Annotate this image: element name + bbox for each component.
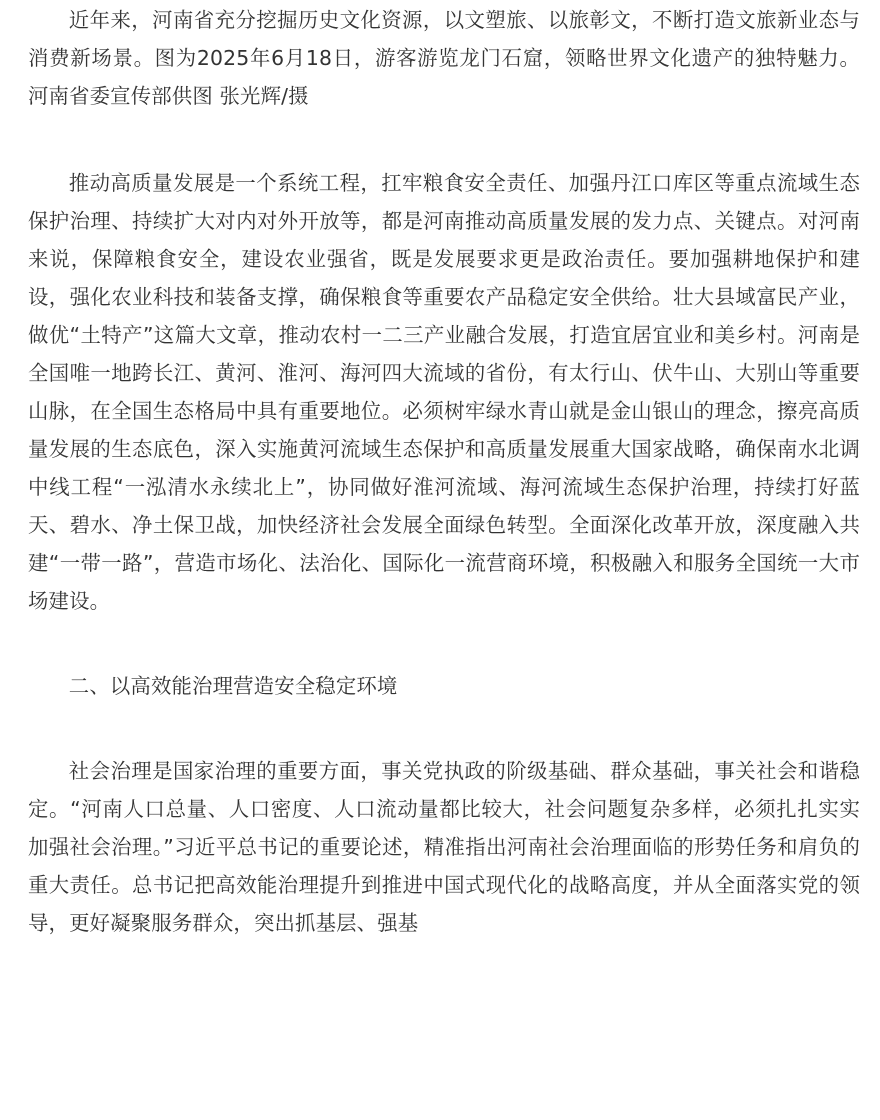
section-heading: 二、以高效能治理营造安全稳定环境 [68,674,398,698]
article-body [28,0,860,942]
paragraph-high-quality-development: 推动高质量发展是一个系统工程，扛牢粮食安全责任、加强丹江口库区等重点流域生态保护治理、持续扩大对内对外开放等，都是河南推动高质量发展的发力点、关键点。对河南来说，保障粮食安全，建设农业强省，既是发展要求更是政治责任。要加强耕地保护和建设，强化农业科技和装备支撑，确保粮食等重要农产品稳定安全供给。壮大县域富民产业，做优“土特产”这篇大文章，推动农村一二三产业融合发展，打造宜居宜业和美乡村。河南是全国唯一地跨长江、黄河、淮河、海河四大流域的省份，有太行山、伏牛山、大别山等重要山脉，在全国生态格局中具有重要地位。必须树牢绿水青山就是金山银山的理念，擦亮高质量发展的生态底色，深入实施黄河流域生态保护和高质量发展重大国家战略，确保南水北调中线工程“一泓清水永续北上”，协同做好淮河流域、海河流域生态保护治理，持续打好蓝天、碧水、净土保卫战，加快经济社会发展全面绿色转型。全面深化改革开放，深度融入共建“一带一路”，营造市场化、法治化、国际化一流营商环境，积极融入和服务全国统一大市场建设。 [28,171,860,613]
photo-caption: 近年来，河南省充分挖掘历史文化资源，以文塑旅、以旅彰文，不断打造文旅新业态与消费新场景。图为2025年6月18日，游客游览龙门石窟，领略世界文化遗产的独特魅力。 河南省委宣传部供图 张光辉/摄 [28,8,860,108]
paragraph-social-governance: 社会治理是国家治理的重要方面，事关党执政的阶级基础、群众基础，事关社会和谐稳定。“河南人口总量、人口密度、人口流动量都比较大，社会问题复杂多样，必须扎扎实实加强社会治理。”习近平总书记的重要论述，精准指出河南社会治理面临的形势任务和肩负的重大责任。总书记把高效能治理提升到推进中国式现代化的战略高度，并从全面落实党的领导，更好凝聚服务群众，突出抓基层、强基 [28,759,860,935]
